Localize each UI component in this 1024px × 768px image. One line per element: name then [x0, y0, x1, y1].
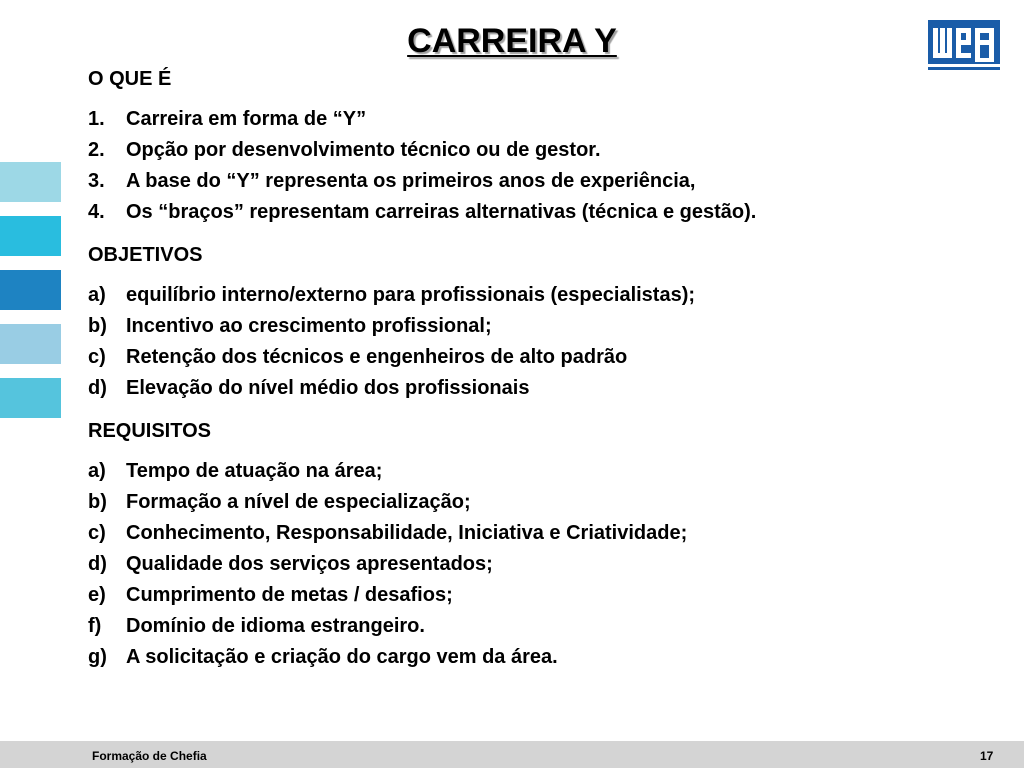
side-square [0, 324, 61, 364]
list-item [88, 642, 998, 673]
list-item [88, 580, 998, 611]
list-text: Tempo de atuação na área; [126, 460, 383, 482]
list-text: Os “braços” representam carreiras alternativas (técnica e gestão). [126, 201, 757, 223]
list-marker: b) [88, 491, 107, 513]
slide-title: CARREIRA Y [407, 22, 617, 60]
slide-content [88, 64, 998, 673]
list-marker: d) [88, 553, 107, 575]
side-square [0, 216, 61, 256]
list-text: A solicitação e criação do cargo vem da área. [126, 646, 558, 668]
side-square [0, 378, 61, 418]
list-item [88, 487, 998, 518]
list-marker: 2. [88, 139, 105, 161]
list-item [88, 166, 998, 197]
list-marker: a) [88, 460, 106, 482]
list-text: Elevação do nível médio dos profissionais [126, 377, 530, 399]
side-square [0, 270, 61, 310]
list-marker: d) [88, 377, 107, 399]
list-text: Carreira em forma de “Y” [126, 108, 367, 130]
list-item [88, 373, 998, 404]
list-text: Opção por desenvolvimento técnico ou de gestor. [126, 139, 601, 161]
page-number: 17 [980, 749, 994, 763]
list-item [88, 342, 998, 373]
list-marker: 1. [88, 108, 105, 130]
list-marker: e) [88, 584, 106, 606]
list-text: A base do “Y” representa os primeiros anos de experiência, [126, 170, 696, 192]
side-square [0, 162, 61, 202]
list-text: Qualidade dos serviços apresentados; [126, 553, 493, 575]
list-item [88, 197, 998, 228]
section-heading-objectives: OBJETIVOS [88, 244, 203, 266]
section-heading-requirements: REQUISITOS [88, 420, 211, 442]
list-text: Conhecimento, Responsabilidade, Iniciativa e Criatividade; [126, 522, 688, 544]
list-marker: 3. [88, 170, 105, 192]
list-marker: 4. [88, 201, 105, 223]
list-marker: b) [88, 315, 107, 337]
list-item [88, 280, 998, 311]
list-text: Domínio de idioma estrangeiro. [126, 615, 425, 637]
list-marker: a) [88, 284, 106, 306]
what-list [88, 104, 998, 228]
list-text: Incentivo ao crescimento profissional; [126, 315, 492, 337]
objectives-list [88, 280, 998, 404]
footer-bar [0, 741, 1024, 768]
requirements-list [88, 456, 998, 673]
list-item [88, 311, 998, 342]
list-text: equilíbrio interno/externo para profissionais (especialistas); [126, 284, 696, 306]
weg-logo [928, 20, 1000, 70]
list-text: Retenção dos técnicos e engenheiros de alto padrão [126, 346, 628, 368]
list-item [88, 611, 998, 642]
list-item [88, 456, 998, 487]
list-text: Cumprimento de metas / desafios; [126, 584, 453, 606]
decorative-side-squares [0, 162, 61, 432]
list-marker: f) [88, 615, 102, 637]
list-item [88, 518, 998, 549]
list-item [88, 135, 998, 166]
section-heading-what: O QUE É [88, 68, 172, 90]
list-item [88, 549, 998, 580]
footer-title: Formação de Chefia [92, 749, 207, 763]
list-marker: c) [88, 522, 106, 544]
list-text: Formação a nível de especialização; [126, 491, 471, 513]
list-item [88, 104, 998, 135]
list-marker: g) [88, 646, 107, 668]
list-marker: c) [88, 346, 106, 368]
